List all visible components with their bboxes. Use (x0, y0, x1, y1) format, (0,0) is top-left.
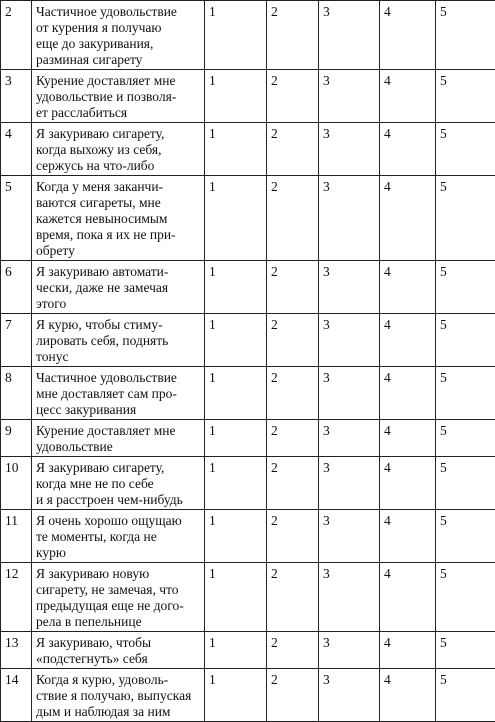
statement-line: этого (36, 296, 200, 312)
score-option-1[interactable]: 1 (205, 1, 267, 70)
score-option-5[interactable]: 5 (436, 314, 495, 367)
score-option-5[interactable]: 5 (436, 632, 495, 669)
table-row (1, 669, 495, 722)
score-option-2[interactable]: 2 (267, 420, 319, 457)
item-number: 7 (1, 314, 32, 367)
statement-line: и я расстроен чем-нибудь (36, 492, 200, 508)
score-option-3[interactable]: 3 (319, 420, 380, 457)
score-option-1[interactable]: 1 (205, 314, 267, 367)
score-option-4[interactable]: 4 (380, 123, 436, 176)
score-option-4[interactable]: 4 (380, 176, 436, 261)
item-number: 13 (1, 632, 32, 669)
score-option-4[interactable]: 4 (380, 632, 436, 669)
score-option-2[interactable]: 2 (267, 669, 319, 722)
score-option-3[interactable]: 3 (319, 457, 380, 510)
score-option-1[interactable]: 1 (205, 420, 267, 457)
statement-cell (32, 1, 205, 70)
statement-line: Я закуриваю сигарету, (36, 126, 200, 142)
item-number: 12 (1, 563, 32, 632)
statement-cell (32, 123, 205, 176)
statement-line: сержусь на что-либо (36, 158, 200, 174)
score-option-5[interactable]: 5 (436, 123, 495, 176)
score-option-5[interactable]: 5 (436, 457, 495, 510)
score-option-4[interactable]: 4 (380, 261, 436, 314)
item-number: 9 (1, 420, 32, 457)
score-option-1[interactable]: 1 (205, 367, 267, 420)
statement-line: от курения я получаю (36, 20, 200, 36)
score-option-3[interactable]: 3 (319, 563, 380, 632)
score-option-3[interactable]: 3 (319, 70, 380, 123)
statement-line: ствие я получаю, выпуская (36, 688, 200, 704)
statement-cell (32, 261, 205, 314)
statement-line: те моменты, когда не (36, 529, 200, 545)
score-option-1[interactable]: 1 (205, 123, 267, 176)
table-row (1, 176, 495, 261)
score-option-4[interactable]: 4 (380, 457, 436, 510)
score-option-2[interactable]: 2 (267, 563, 319, 632)
statement-cell (32, 457, 205, 510)
score-option-5[interactable]: 5 (436, 510, 495, 563)
score-option-1[interactable]: 1 (205, 70, 267, 123)
statement-cell (32, 669, 205, 722)
statement-line: удовольствие (36, 439, 200, 455)
statement-cell (32, 176, 205, 261)
score-option-4[interactable]: 4 (380, 70, 436, 123)
statement-line: Когда у меня заканчи- (36, 179, 200, 195)
statement-line: Курение доставляет мне (36, 423, 200, 439)
questionnaire-body (1, 1, 495, 722)
score-option-2[interactable]: 2 (267, 632, 319, 669)
statement-line: разминая сигарету (36, 52, 200, 68)
score-option-4[interactable]: 4 (380, 314, 436, 367)
statement-cell (32, 632, 205, 669)
statement-line: ваются сигареты, мне (36, 195, 200, 211)
score-option-1[interactable]: 1 (205, 632, 267, 669)
score-option-5[interactable]: 5 (436, 367, 495, 420)
score-option-2[interactable]: 2 (267, 314, 319, 367)
statement-line: ет расслабиться (36, 105, 200, 121)
table-row (1, 420, 495, 457)
score-option-2[interactable]: 2 (267, 261, 319, 314)
score-option-5[interactable]: 5 (436, 176, 495, 261)
score-option-5[interactable]: 5 (436, 563, 495, 632)
score-option-2[interactable]: 2 (267, 1, 319, 70)
table-row (1, 261, 495, 314)
score-option-5[interactable]: 5 (436, 669, 495, 722)
statement-cell (32, 314, 205, 367)
statement-line: когда выхожу из себя, (36, 142, 200, 158)
item-number: 6 (1, 261, 32, 314)
score-option-5[interactable]: 5 (436, 420, 495, 457)
statement-line: Я курю, чтобы стиму- (36, 317, 200, 333)
statement-line: цесс закуривания (36, 402, 200, 418)
score-option-3[interactable]: 3 (319, 176, 380, 261)
table-row (1, 457, 495, 510)
score-option-2[interactable]: 2 (267, 123, 319, 176)
table-row (1, 1, 495, 70)
item-number: 5 (1, 176, 32, 261)
statement-line: Я закуриваю сигарету, (36, 460, 200, 476)
score-option-1[interactable]: 1 (205, 669, 267, 722)
score-option-3[interactable]: 3 (319, 261, 380, 314)
statement-line: Я закуриваю автомати- (36, 264, 200, 280)
item-number: 8 (1, 367, 32, 420)
score-option-3[interactable]: 3 (319, 669, 380, 722)
statement-line: обрету (36, 243, 200, 259)
statement-line: предыдущая еще не дого- (36, 598, 200, 614)
score-option-3[interactable]: 3 (319, 367, 380, 420)
item-number: 11 (1, 510, 32, 563)
score-option-3[interactable]: 3 (319, 123, 380, 176)
item-number: 3 (1, 70, 32, 123)
statement-line: еще до закуривания, (36, 36, 200, 52)
table-row (1, 510, 495, 563)
statement-line: Я закуриваю новую (36, 566, 200, 582)
statement-line: время, пока я их не при- (36, 227, 200, 243)
statement-line: лировать себя, поднять (36, 333, 200, 349)
score-option-3[interactable]: 3 (319, 632, 380, 669)
score-option-2[interactable]: 2 (267, 176, 319, 261)
statement-line: когда мне не по себе (36, 476, 200, 492)
table-row (1, 70, 495, 123)
table-row (1, 563, 495, 632)
score-option-1[interactable]: 1 (205, 510, 267, 563)
score-option-3[interactable]: 3 (319, 1, 380, 70)
statement-line: тонус (36, 349, 200, 365)
score-option-4[interactable]: 4 (380, 1, 436, 70)
score-option-3[interactable]: 3 (319, 314, 380, 367)
statement-cell (32, 420, 205, 457)
score-option-1[interactable]: 1 (205, 563, 267, 632)
item-number: 4 (1, 123, 32, 176)
statement-line: Частичное удовольствие (36, 4, 200, 20)
statement-line: «подстегнуть» себя (36, 651, 200, 667)
statement-cell (32, 367, 205, 420)
statement-cell (32, 70, 205, 123)
score-option-5[interactable]: 5 (436, 70, 495, 123)
statement-line: рела в пепельнице (36, 614, 200, 630)
statement-line: курю (36, 545, 200, 561)
table-row (1, 314, 495, 367)
score-option-4[interactable]: 4 (380, 669, 436, 722)
statement-line: сигарету, не замечая, что (36, 582, 200, 598)
score-option-2[interactable]: 2 (267, 457, 319, 510)
statement-line: Я очень хорошо ощущаю (36, 513, 200, 529)
item-number: 10 (1, 457, 32, 510)
statement-line: мне доставляет сам про- (36, 386, 200, 402)
table-row (1, 123, 495, 176)
statement-cell (32, 563, 205, 632)
statement-line: дым и наблюдая за ним (36, 704, 200, 720)
score-option-3[interactable]: 3 (319, 510, 380, 563)
score-option-1[interactable]: 1 (205, 176, 267, 261)
statement-line: Курение доставляет мне (36, 73, 200, 89)
statement-line: Когда я курю, удоволь- (36, 672, 200, 688)
score-option-4[interactable]: 4 (380, 367, 436, 420)
score-option-4[interactable]: 4 (380, 420, 436, 457)
score-option-5[interactable]: 5 (436, 1, 495, 70)
score-option-5[interactable]: 5 (436, 261, 495, 314)
score-option-4[interactable]: 4 (380, 563, 436, 632)
statement-line: кажется невыносимым (36, 211, 200, 227)
statement-line: удовольствие и позволя- (36, 89, 200, 105)
score-option-4[interactable]: 4 (380, 510, 436, 563)
statement-line: Частичное удовольствие (36, 370, 200, 386)
item-number: 14 (1, 669, 32, 722)
score-option-2[interactable]: 2 (267, 367, 319, 420)
table-row (1, 367, 495, 420)
statement-line: чески, даже не замечая (36, 280, 200, 296)
score-option-2[interactable]: 2 (267, 510, 319, 563)
score-option-1[interactable]: 1 (205, 457, 267, 510)
score-option-2[interactable]: 2 (267, 70, 319, 123)
table-row (1, 632, 495, 669)
score-option-1[interactable]: 1 (205, 261, 267, 314)
item-number: 2 (1, 1, 32, 70)
statement-line: Я закуриваю, чтобы (36, 635, 200, 651)
statement-cell (32, 510, 205, 563)
